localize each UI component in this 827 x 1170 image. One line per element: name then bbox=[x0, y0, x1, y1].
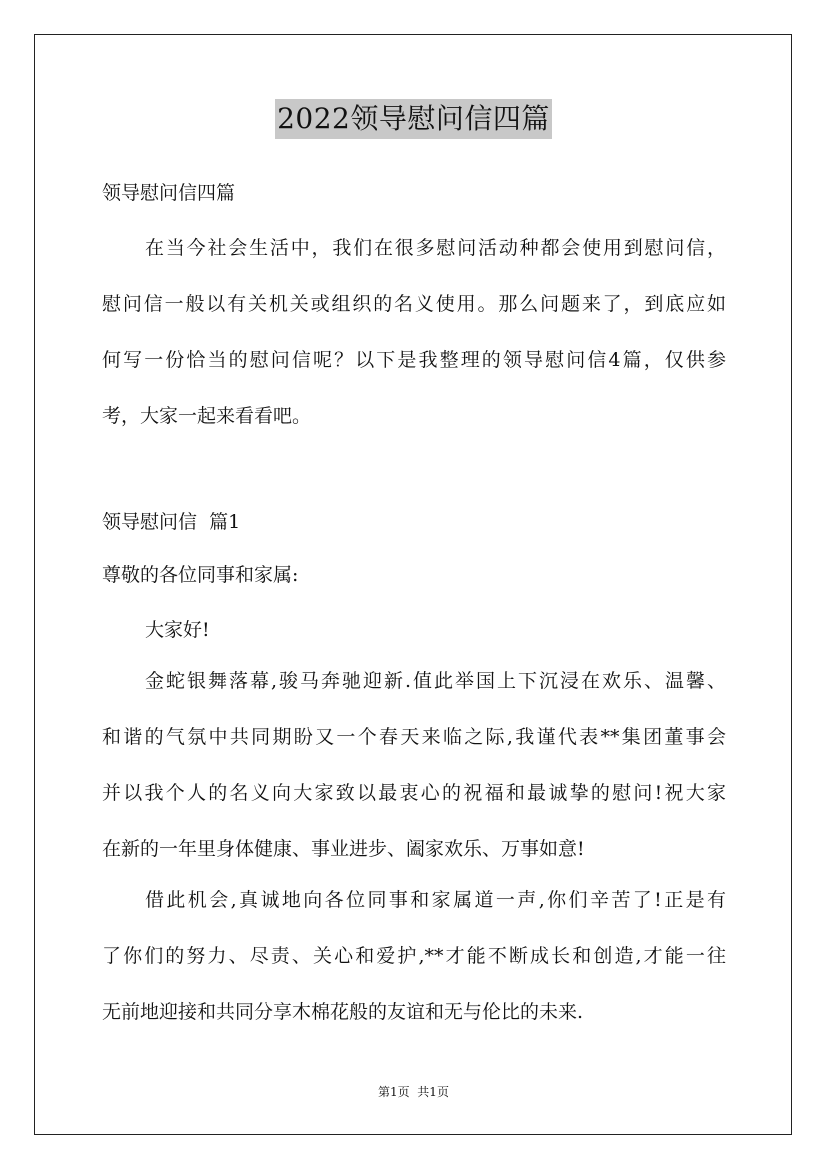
body-line: 无前地迎接和共同分享木棉花般的友谊和无与伦比的未来. bbox=[102, 1001, 584, 1023]
document-title: 2022领导慰问信四篇 bbox=[275, 99, 552, 139]
body-line: 在新的一年里身体健康、事业进步、阖家欢乐、万事如意! bbox=[102, 838, 585, 860]
page-number-footer: 第1页 共1页 bbox=[378, 1085, 449, 1099]
salutation: 尊敬的各位同事和家属: bbox=[102, 564, 299, 586]
body-line: 并以我个人的名义向大家致以最衷心的祝福和最诚挚的慰问!祝大家 bbox=[102, 782, 726, 804]
body-line: 借此机会,真诚地向各位同事和家属道一声,你们辛苦了!正是有 bbox=[145, 889, 726, 911]
intro-line: 在当今社会生活中，我们在很多慰问活动种都会使用到慰问信， bbox=[145, 237, 726, 259]
intro-line: 何写一份恰当的慰问信呢？以下是我整理的领导慰问信4篇，仅供参 bbox=[102, 349, 726, 371]
greeting: 大家好! bbox=[145, 619, 210, 641]
document-subtitle: 领导慰问信四篇 bbox=[102, 182, 236, 204]
body-line: 了你们的努力、尽责、关心和爱护,**才能不断成长和创造,才能一往 bbox=[102, 945, 726, 967]
section-heading: 领导慰问信 篇1 bbox=[102, 511, 241, 533]
intro-line: 慰问信一般以有关机关或组织的名义使用。那么问题来了，到底应如 bbox=[102, 293, 726, 315]
body-line: 金蛇银舞落幕,骏马奔驰迎新.值此举国上下沉浸在欢乐、温馨、 bbox=[145, 670, 726, 692]
title-container bbox=[0, 99, 827, 139]
intro-line: 考，大家一起来看看吧。 bbox=[102, 405, 312, 427]
body-line: 和谐的气氛中共同期盼又一个春天来临之际,我谨代表**集团董事会 bbox=[102, 726, 726, 748]
